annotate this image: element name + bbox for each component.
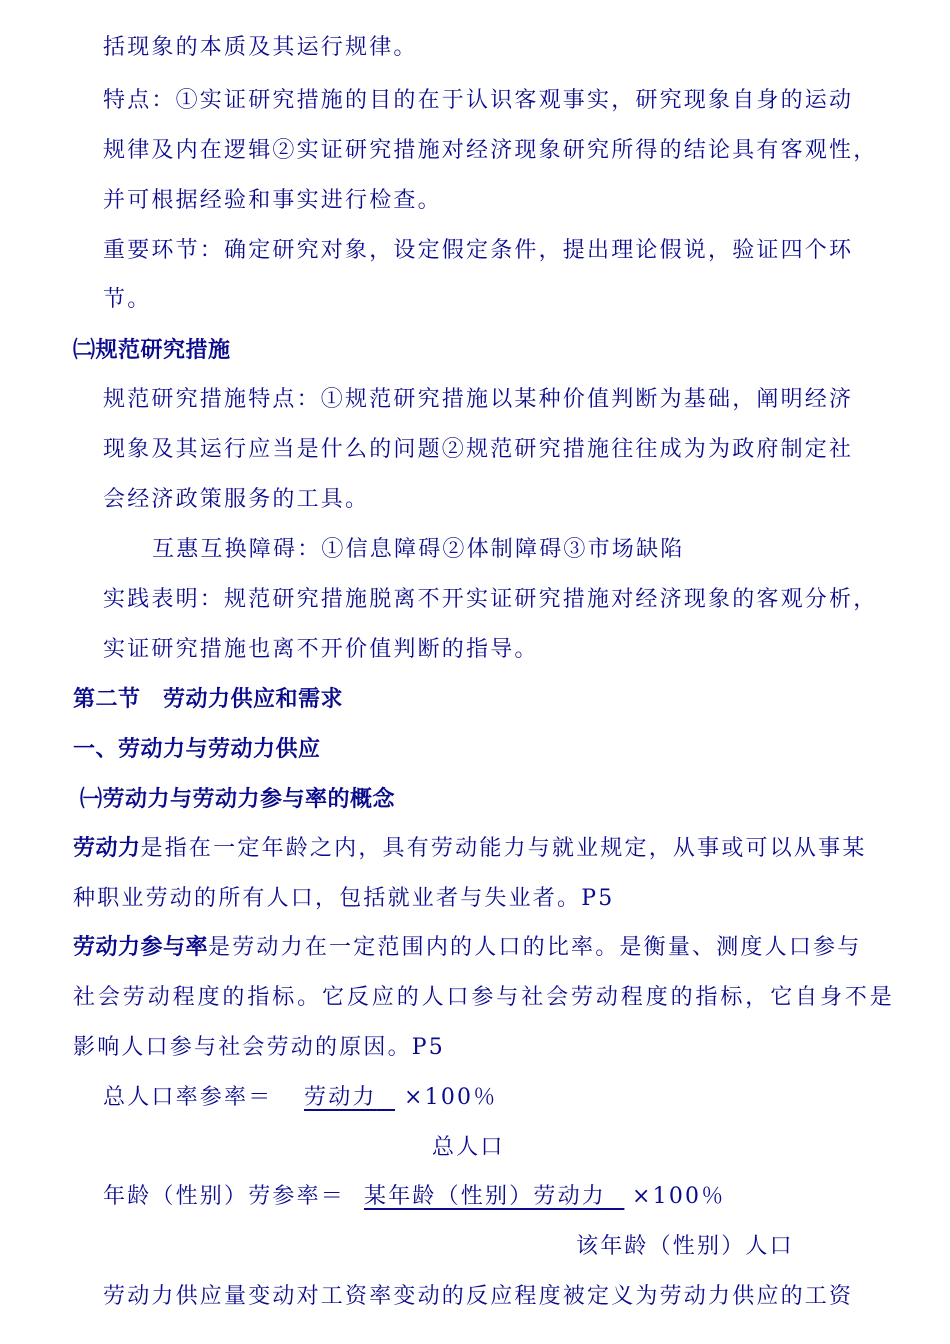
formula-label: 年龄（性别）劳参率＝	[103, 1184, 346, 1209]
paragraph-line: 节。	[103, 287, 152, 312]
paragraph-line: 并可根据经验和事实进行检查。	[103, 188, 442, 213]
section-heading: 一、劳动力与劳动力供应	[73, 737, 321, 762]
paragraph-line: 现象及其运行应当是什么的问题②规范研究措施往往成为为政府制定社	[103, 437, 854, 462]
paragraph-line: 互惠互换障碍：①信息障碍②体制障碍③市场缺陷	[152, 537, 685, 562]
formula-numerator: 某年龄（性别）劳动力	[364, 1184, 607, 1209]
section-heading: 第二节 劳动力供应和需求	[73, 687, 344, 712]
paragraph-line: 括现象的本质及其运行规律。	[103, 35, 418, 60]
formula-numerator: 劳动力	[304, 1085, 377, 1110]
paragraph-line: 实证研究措施也离不开价值判断的指导。	[103, 637, 539, 662]
paragraph-line: 影响人口参与社会劳动的原因。P5	[73, 1035, 446, 1060]
formula-denominator: 该年龄（性别）人口	[576, 1234, 794, 1259]
section-heading: ㈡规范研究措施	[73, 338, 231, 363]
paragraph-line: 实践表明：规范研究措施脱离不开实证研究措施对经济现象的客观分析，	[103, 587, 878, 612]
formula-multiplier: ×100％	[632, 1184, 726, 1209]
term-highlight: 劳动力参与率	[73, 935, 209, 960]
paragraph-line: 劳动力供应量变动对工资率变动的反应程度被定义为劳动力供应的工资	[103, 1284, 854, 1309]
formula-label: 总人口率参率＝	[103, 1085, 273, 1110]
paragraph-line: 社会劳动程度的指标。它反应的人口参与社会劳动程度的指标，它自身不是	[73, 985, 895, 1010]
term-highlight: 劳动力	[73, 836, 141, 861]
formula-multiplier: ×100％	[404, 1085, 498, 1110]
formula-denominator: 总人口	[432, 1135, 505, 1160]
paragraph-text: 是指在一定年龄之内，具有劳动能力与就业规定，从事或可以从事某	[140, 836, 867, 861]
paragraph-text: 是劳动力在一定范围内的人口的比率。是衡量、测度人口参与	[208, 935, 862, 960]
paragraph-line: 会经济政策服务的工具。	[103, 487, 370, 512]
subsection-heading: ㈠劳动力与劳动力参与率的概念	[80, 787, 396, 812]
paragraph-line: 特点：①实证研究措施的目的在于认识客观事实，研究现象自身的运动	[103, 88, 854, 113]
paragraph-line	[73, 834, 867, 864]
paragraph-line: 规范研究措施特点：①规范研究措施以某种价值判断为基础，阐明经济	[103, 387, 854, 412]
paragraph-line: 重要环节：确定研究对象，设定假定条件，提出理论假说，验证四个环	[103, 238, 854, 263]
paragraph-line: 种职业劳动的所有人口，包括就业者与失业者。P5	[73, 886, 615, 911]
paragraph-line: 规律及内在逻辑②实证研究措施对经济现象研究所得的结论具有客观性，	[103, 138, 878, 163]
paragraph-line	[73, 933, 861, 963]
